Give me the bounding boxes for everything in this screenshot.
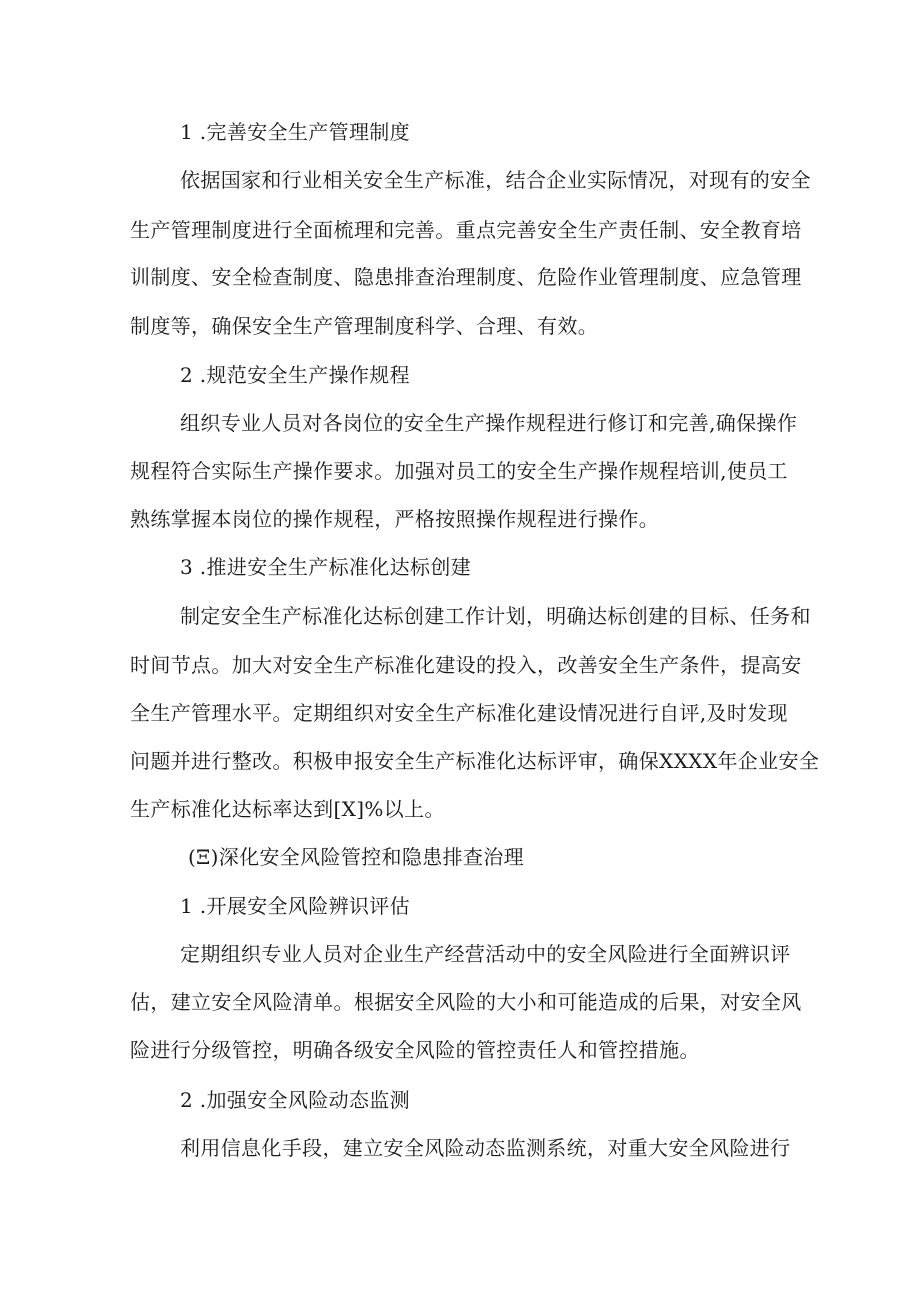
- paragraph-line: 问题并进行整改。积极申报安全生产标准化达标评审，确保XXXX年企业安全: [130, 749, 820, 773]
- paragraph-line: 利用信息化手段，建立安全风险动态监测系统，对重大安全风险进行: [180, 1136, 791, 1160]
- paragraph-line: 熟练掌握本岗位的操作规程，严格按照操作规程进行操作。: [130, 507, 660, 531]
- heading-1-3: 3 .推进安全生产标准化达标创建: [180, 555, 472, 579]
- paragraph-line: 生产管理制度进行全面梳理和完善。重点完善安全生产责任制、安全教育培: [130, 218, 802, 242]
- paragraph-line: 定期组织专业人员对企业生产经营活动中的安全风险进行全面辨识评: [180, 942, 791, 966]
- paragraph-line: 生产标准化达标率达到[X]%以上。: [130, 797, 445, 821]
- paragraph-line: 组织专业人员对各岗位的安全生产操作规程进行修订和完善,确保操作: [180, 411, 798, 435]
- section-heading-3: (Ξ)深化安全风险管控和隐患排查治理: [188, 845, 524, 869]
- paragraph-line: 时间节点。加大对安全生产标准化建设的投入，改善安全生产条件，提高安: [130, 653, 802, 677]
- heading-1-2: 2 .规范安全生产操作规程: [180, 363, 410, 387]
- paragraph-line: 全生产管理水平。定期组织对安全生产标准化建设情况进行自评,及时发现: [130, 701, 788, 725]
- heading-3-1: 1 .开展安全风险辨识评估: [180, 894, 410, 918]
- paragraph-line: 险进行分级管控，明确各级安全风险的管控责任人和管控措施。: [130, 1038, 700, 1062]
- paragraph-line: 估，建立安全风险清单。根据安全风险的大小和可能造成的后果，对安全风: [130, 990, 802, 1014]
- paragraph-line: 依据国家和行业相关安全生产标准，结合企业实际情况，对现有的安全: [180, 168, 811, 192]
- heading-1-1: 1 .完善安全生产管理制度: [180, 120, 410, 144]
- heading-3-2: 2 .加强安全风险动态监测: [180, 1088, 410, 1112]
- paragraph-line: 制定安全生产标准化达标创建工作计划，明确达标创建的目标、任务和: [180, 604, 811, 628]
- paragraph-line: 规程符合实际生产操作要求。加强对员工的安全生产操作规程培训,使员工: [130, 459, 788, 483]
- paragraph-line: 制度等，确保安全生产管理制度科学、合理、有效。: [130, 314, 599, 338]
- paragraph-line: 训制度、安全检查制度、隐患排查治理制度、危险作业管理制度、应急管理: [130, 265, 802, 289]
